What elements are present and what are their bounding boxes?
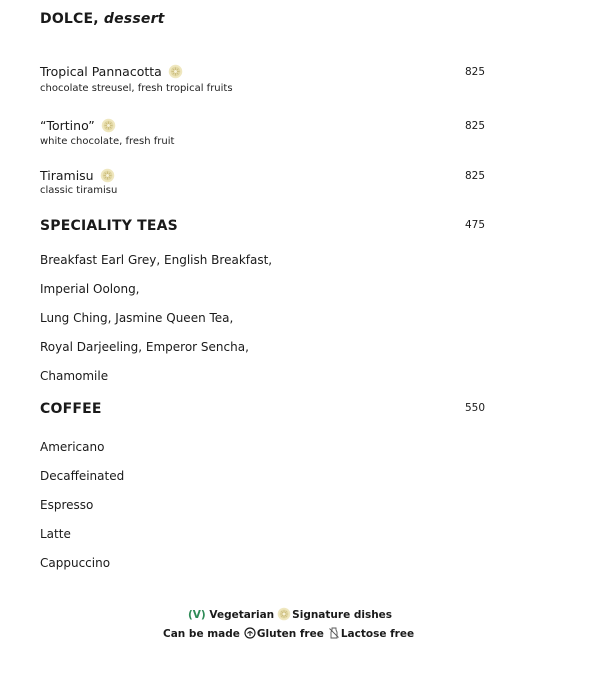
coffee-item: Latte xyxy=(40,527,71,541)
can-be-made-label: Can be made xyxy=(163,628,240,640)
tea-item: Breakfast Earl Grey, English Breakfast, xyxy=(40,253,273,267)
vegetarian-label: Vegetarian xyxy=(209,609,275,621)
coffee-item: Decaffeinated xyxy=(40,469,125,483)
lactose-free-label: Lactose free xyxy=(340,628,415,640)
signature-label: Signature dishes xyxy=(292,609,393,621)
coffee-item: Espresso xyxy=(40,498,94,512)
gluten-free-label: Gluten free xyxy=(256,628,324,640)
lactose-free-icon xyxy=(328,627,340,639)
menu-item-description: chocolate streusel, fresh tropical fruits xyxy=(40,83,233,94)
coffee-item: Cappuccino xyxy=(40,556,111,570)
legend-line-1 xyxy=(188,607,392,621)
signature-dish-icon xyxy=(277,607,291,621)
section-title-dolce: DOLCE, dessert xyxy=(40,11,165,27)
signature-dish-icon xyxy=(168,64,183,79)
menu-item-description: white chocolate, fresh fruit xyxy=(40,136,175,147)
tea-item: Chamomile xyxy=(40,369,109,383)
section-price-teas: 475 xyxy=(465,219,486,231)
coffee-item: Americano xyxy=(40,440,105,454)
section-title-teas: SPECIALITY TEAS xyxy=(40,218,178,234)
menu-item-price: 825 xyxy=(465,120,486,132)
tea-item: Imperial Oolong, xyxy=(40,282,140,296)
menu-item-price: 825 xyxy=(465,66,486,78)
menu-item-name: Tropical Pannacotta xyxy=(40,64,183,79)
gluten-free-icon xyxy=(244,627,256,639)
section-subtitle-dessert: dessert xyxy=(103,11,165,27)
menu-item-description: classic tiramisu xyxy=(40,185,118,196)
section-title-coffee: COFFEE xyxy=(40,401,102,417)
tea-item: Lung Ching, Jasmine Queen Tea, xyxy=(40,311,234,325)
tea-item: Royal Darjeeling, Emperor Sencha, xyxy=(40,340,249,354)
section-price-coffee: 550 xyxy=(465,402,486,414)
menu-item-name: “Tortino” xyxy=(40,118,116,133)
vegetarian-mark: (V) xyxy=(188,609,206,621)
signature-dish-icon xyxy=(100,168,115,183)
menu-item-price: 825 xyxy=(465,170,486,182)
signature-dish-icon xyxy=(101,118,116,133)
legend-line-2 xyxy=(163,627,414,640)
menu-item-name: Tiramisu xyxy=(40,168,115,183)
